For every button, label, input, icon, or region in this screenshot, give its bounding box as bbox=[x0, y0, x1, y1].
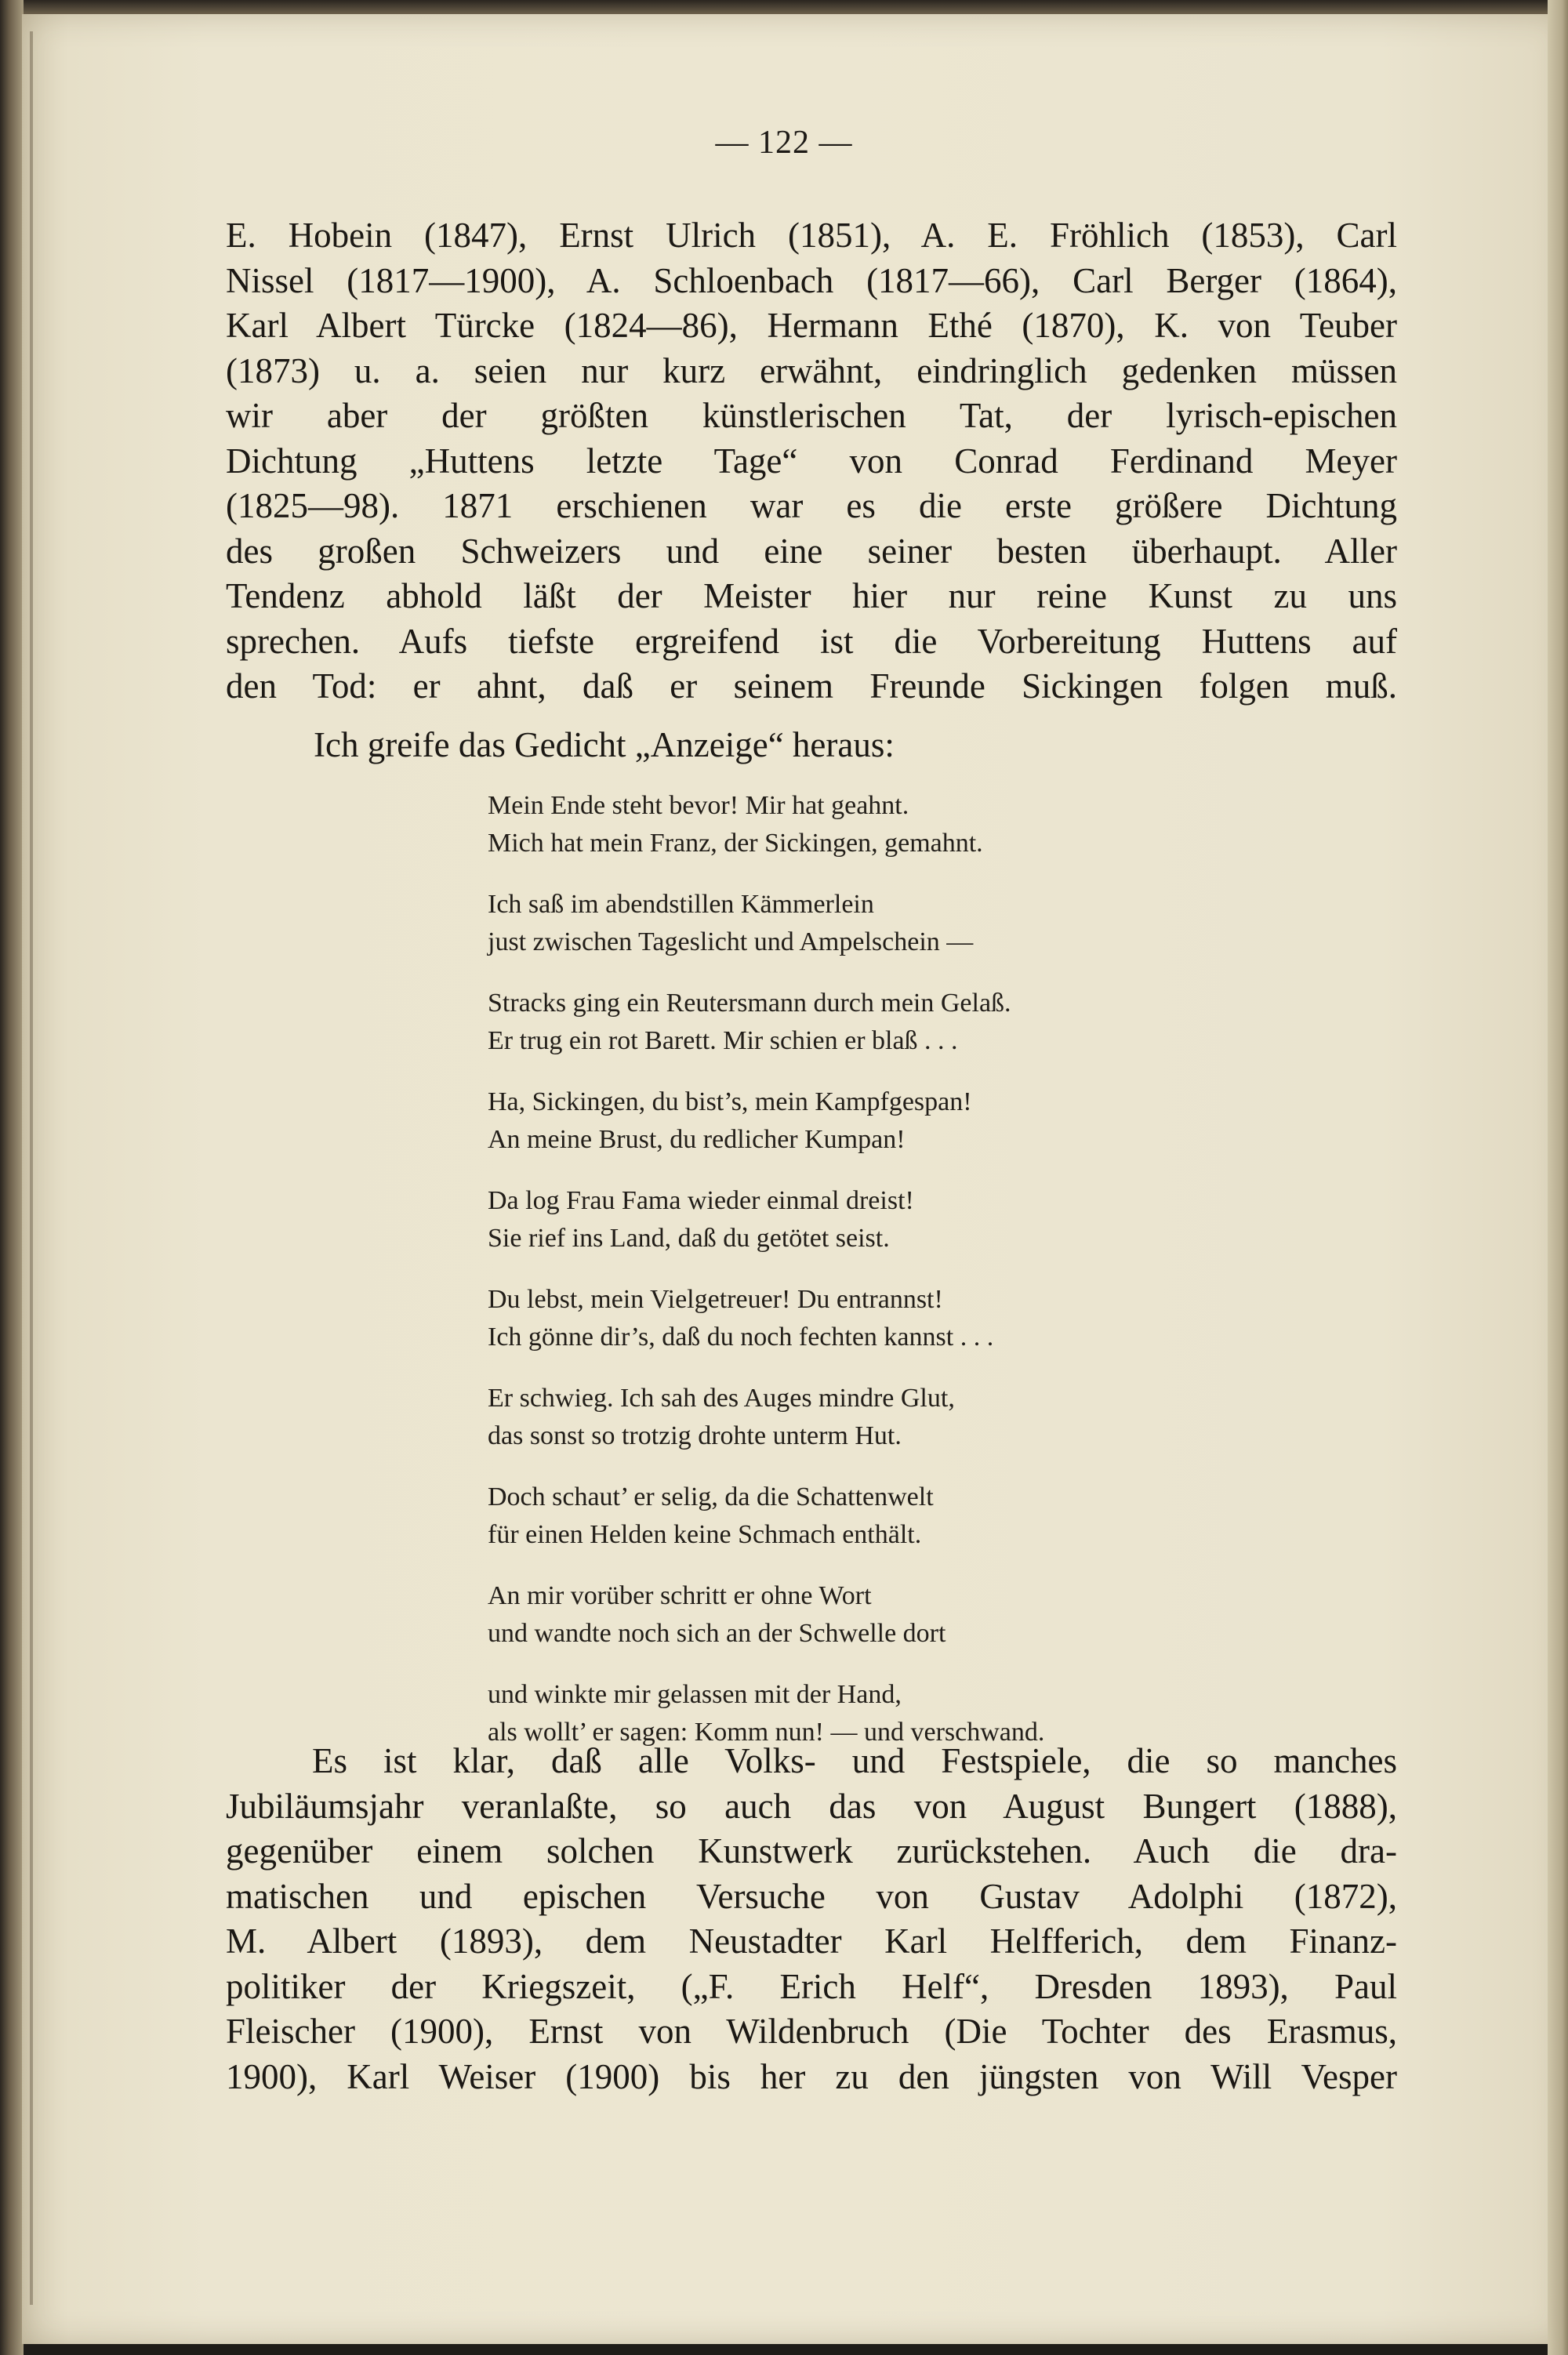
verse-line: und wandte noch sich an der Schwelle dort bbox=[488, 1619, 946, 1648]
poem-intro: Ich greife das Gedicht „Anzeige“ heraus: bbox=[314, 725, 895, 764]
paragraph-2 bbox=[226, 1739, 1397, 2099]
verse-line: Du lebst, mein Vielgetreuer! Du entrannst! bbox=[488, 1285, 943, 1314]
text-line: gegenüber einem solchen Kunstwerk zurückstehen. Auch die dra- bbox=[226, 1831, 1397, 1871]
paragraph-1 bbox=[226, 213, 1397, 709]
text-line: den Tod: er ahnt, daß er seinem Freunde Sickingen folgen muß. bbox=[226, 666, 1397, 706]
book-binding-edge bbox=[0, 0, 24, 2355]
gutter-line bbox=[30, 31, 33, 2305]
text-line: Es ist klar, daß alle Volks- und Festspiele, die so manches bbox=[312, 1741, 1397, 1780]
text-line: M. Albert (1893), dem Neustadter Karl Helfferich, dem Finanz- bbox=[226, 1921, 1397, 1961]
poem-stanza bbox=[488, 985, 1044, 1060]
text-line: 1900), Karl Weiser (1900) bis her zu den jüngsten von Will Vesper bbox=[226, 2056, 1397, 2096]
text-line: (1825—98). 1871 erschienen war es die erste größere Dichtung bbox=[226, 486, 1397, 525]
text-line: des großen Schweizers und eine seiner besten überhaupt. Aller bbox=[226, 531, 1397, 571]
verse-line: das sonst so trotzig drohte unterm Hut. bbox=[488, 1421, 902, 1450]
text-line: politiker der Kriegszeit, („F. Erich Helf“, Dresden 1893), Paul bbox=[226, 1966, 1397, 2006]
verse-line: Er schwieg. Ich sah des Auges mindre Glut, bbox=[488, 1384, 955, 1413]
poem-stanza bbox=[488, 787, 1044, 862]
verse-line: für einen Helden keine Schmach enthält. bbox=[488, 1520, 922, 1549]
verse-line: Mein Ende steht bevor! Mir hat geahnt. bbox=[488, 791, 909, 820]
verse-line: Sie rief ins Land, daß du getötet seist. bbox=[488, 1224, 890, 1253]
verse-line: und winkte mir gelassen mit der Hand, bbox=[488, 1680, 902, 1709]
text-line: Dichtung „Huttens letzte Tage“ von Conrad Ferdinand Meyer bbox=[226, 441, 1397, 481]
page-number: — 122 — bbox=[715, 125, 853, 161]
text-line: Fleischer (1900), Ernst von Wildenbruch (Die Tochter des Erasmus, bbox=[226, 2012, 1397, 2051]
verse-line: als wollt’ er sagen: Komm nun! — und verschwand. bbox=[488, 1718, 1045, 1747]
poem-stanza bbox=[488, 1577, 1044, 1653]
verse-line: Ha, Sickingen, du bist’s, mein Kampfgespan! bbox=[488, 1087, 972, 1116]
verse-line: Ich saß im abendstillen Kämmerlein bbox=[488, 890, 874, 919]
poem-stanza bbox=[488, 1479, 1044, 1554]
verse-line: An mir vorüber schritt er ohne Wort bbox=[488, 1581, 872, 1610]
verse-line: Stracks ging ein Reutersmann durch mein Gelaß. bbox=[488, 989, 1011, 1018]
text-line: (1873) u. a. seien nur kurz erwähnt, eindringlich gedenken müssen bbox=[226, 350, 1397, 390]
verse-line: Mich hat mein Franz, der Sickingen, gemahnt. bbox=[488, 829, 983, 858]
text-line: E. Hobein (1847), Ernst Ulrich (1851), A. E. Fröhlich (1853), Carl bbox=[226, 216, 1397, 255]
verse-line: Da log Frau Fama wieder einmal dreist! bbox=[488, 1186, 914, 1215]
poem-stanza bbox=[488, 1182, 1044, 1257]
poem-stanza bbox=[488, 886, 1044, 961]
verse-line: just zwischen Tageslicht und Ampelschein — bbox=[488, 927, 974, 956]
page-right-edge bbox=[1548, 0, 1568, 2355]
page-top-edge bbox=[0, 0, 1568, 14]
poem-stanza bbox=[488, 1281, 1044, 1356]
verse-line: Er trug ein rot Barett. Mir schien er blaß . . . bbox=[488, 1026, 958, 1055]
text-line: Karl Albert Türcke (1824—86), Hermann Ethé (1870), K. von Teuber bbox=[226, 306, 1397, 345]
text-line: wir aber der größten künstlerischen Tat, der lyrisch-epischen bbox=[226, 396, 1397, 435]
verse-line: Ich gönne dir’s, daß du noch fechten kannst . . . bbox=[488, 1323, 994, 1352]
text-line: Jubiläumsjahr veranlaßte, so auch das von August Bungert (1888), bbox=[226, 1786, 1397, 1826]
text-line: sprechen. Aufs tiefste ergreifend ist die Vorbereitung Huttens auf bbox=[226, 621, 1397, 661]
poem-anzeige bbox=[488, 787, 1044, 1775]
text-line: Nissel (1817—1900), A. Schloenbach (1817—66), Carl Berger (1864), bbox=[226, 260, 1397, 300]
verse-line: An meine Brust, du redlicher Kumpan! bbox=[488, 1125, 906, 1154]
text-line: matischen und epischen Versuche von Gustav Adolphi (1872), bbox=[226, 1876, 1397, 1916]
poem-stanza bbox=[488, 1380, 1044, 1455]
verse-line: Doch schaut’ er selig, da die Schattenwelt bbox=[488, 1482, 934, 1511]
text-line: Tendenz abhold läßt der Meister hier nur reine Kunst zu uns bbox=[226, 576, 1397, 615]
poem-stanza bbox=[488, 1083, 1044, 1159]
